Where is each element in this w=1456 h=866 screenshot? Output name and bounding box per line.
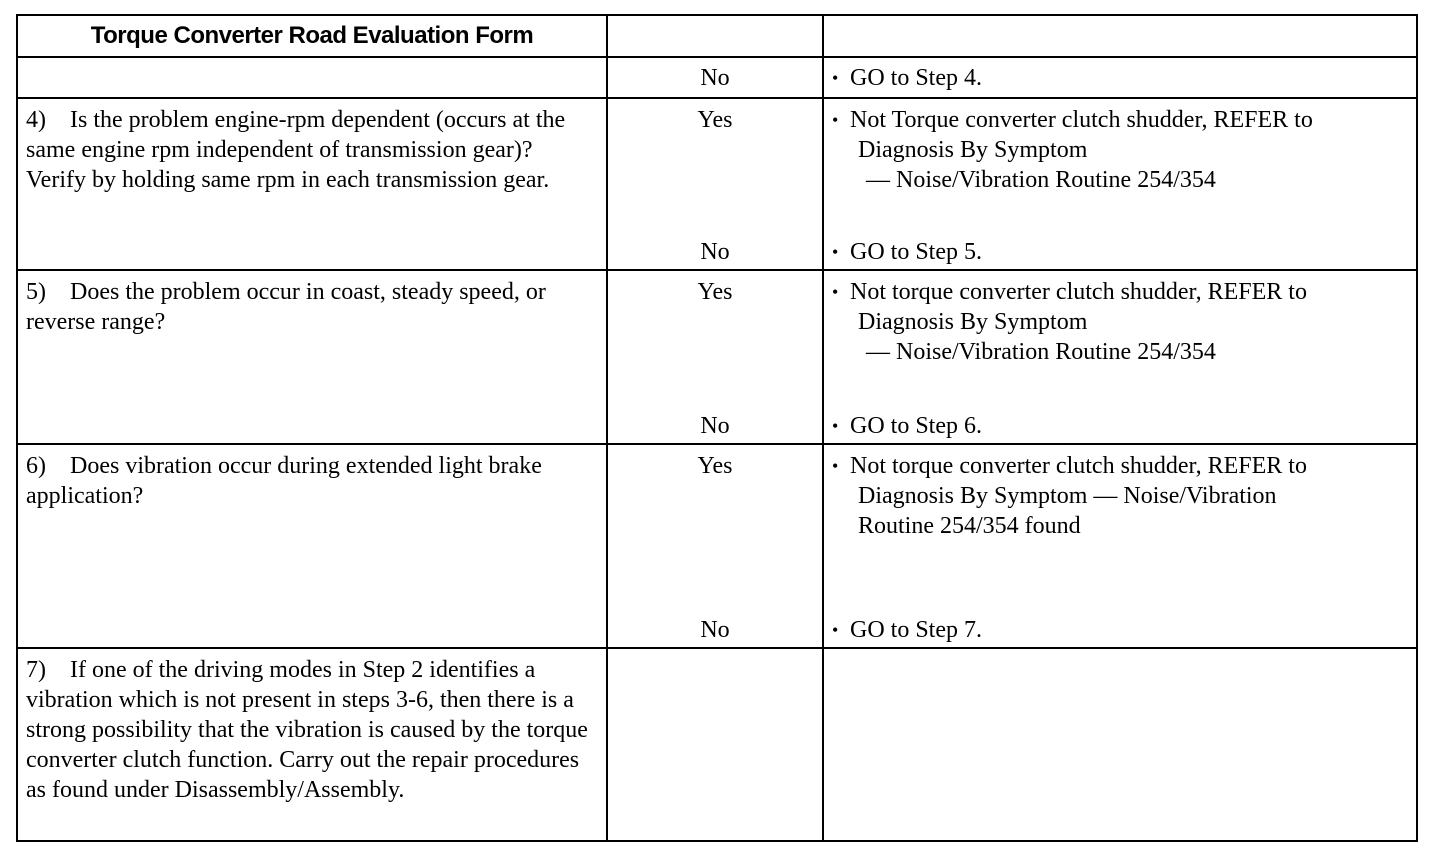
yes-result-line: Diagnosis By Symptom <box>858 137 1088 163</box>
step-result-cell <box>823 270 1417 444</box>
step-question-cell <box>17 98 607 270</box>
step-number: 7) <box>26 657 46 683</box>
step-answer-cell <box>607 648 823 841</box>
yes-result-line: Routine 254/354 found <box>858 513 1081 539</box>
carry-result-text: GO to Step 4. <box>850 64 982 91</box>
step-question: Does the problem occur in coast, steady speed, or reverse range? <box>26 279 546 335</box>
yes-result-line: — Noise/Vibration Routine 254/354 <box>866 339 1216 365</box>
step-question: If one of the driving modes in Step 2 identifies a vibration which is not present in steps 3-6, then there is a strong possibility that the vibration is caused by the torque converter clutch function. Carry out the repair procedures as found under Disassembly/Assembly. <box>26 657 588 803</box>
step-row-4 <box>17 98 1417 270</box>
no-result-text: GO to Step 5. <box>850 239 982 265</box>
no-label: No <box>700 239 730 265</box>
no-label: No <box>700 413 730 439</box>
step-result-cell <box>823 648 1417 841</box>
header-row <box>17 15 1417 57</box>
step-number: 5) <box>26 279 46 305</box>
no-label: No <box>700 617 730 643</box>
header-result-cell <box>823 15 1417 57</box>
yes-result-line: Not torque converter clutch shudder, REFER to <box>850 279 1307 305</box>
carry-over-row <box>17 57 1417 98</box>
no-result-text: GO to Step 6. <box>850 413 982 439</box>
carry-result <box>823 57 1417 98</box>
yes-label: Yes <box>697 453 733 479</box>
step-row-5 <box>17 270 1417 444</box>
step-question-cell <box>17 648 607 841</box>
bullet-icon: • <box>832 282 839 302</box>
yes-result-line: — Noise/Vibration Routine 254/354 <box>866 167 1216 193</box>
bullet-icon: • <box>832 456 839 476</box>
yes-label: Yes <box>697 107 733 133</box>
bullet-icon: • <box>832 67 839 88</box>
step-number: 4) <box>26 107 46 133</box>
yes-result <box>832 105 1408 195</box>
step-result-cell <box>823 98 1417 270</box>
yes-result <box>832 451 1408 541</box>
no-result <box>832 615 1408 645</box>
header-answer-cell <box>607 15 823 57</box>
step-question-cell <box>17 444 607 648</box>
step-row-6 <box>17 444 1417 648</box>
step-question: Is the problem engine-rpm dependent (occurs at the same engine rpm independent of transmission gear)? Verify by holding same rpm in each transmission gear. <box>26 107 566 193</box>
step-number: 6) <box>26 453 46 479</box>
yes-result-line: Not torque converter clutch shudder, REFER to <box>850 453 1307 479</box>
carry-question-cell <box>17 57 607 98</box>
yes-result <box>832 277 1408 367</box>
step-result-cell <box>823 444 1417 648</box>
step-answer-cell <box>607 98 823 270</box>
carry-answer: No <box>607 57 823 98</box>
bullet-icon: • <box>832 242 839 262</box>
step-row-7 <box>17 648 1417 841</box>
bullet-icon: • <box>832 110 839 130</box>
step-question: Does vibration occur during extended light brake application? <box>26 453 542 509</box>
bullet-icon: • <box>832 620 839 640</box>
bullet-icon: • <box>832 416 839 436</box>
yes-result-line: Not Torque converter clutch shudder, REFER to <box>850 107 1313 133</box>
no-result <box>832 237 1408 267</box>
yes-label: Yes <box>697 279 733 305</box>
no-result-text: GO to Step 7. <box>850 617 982 643</box>
no-result <box>832 411 1408 441</box>
step-answer-cell <box>607 444 823 648</box>
yes-result-line: Diagnosis By Symptom <box>858 309 1088 335</box>
yes-result-line: Diagnosis By Symptom — Noise/Vibration <box>858 483 1277 509</box>
step-answer-cell <box>607 270 823 444</box>
form-title: Torque Converter Road Evaluation Form <box>17 15 607 57</box>
step-question-cell <box>17 270 607 444</box>
evaluation-form-table <box>16 14 1418 842</box>
